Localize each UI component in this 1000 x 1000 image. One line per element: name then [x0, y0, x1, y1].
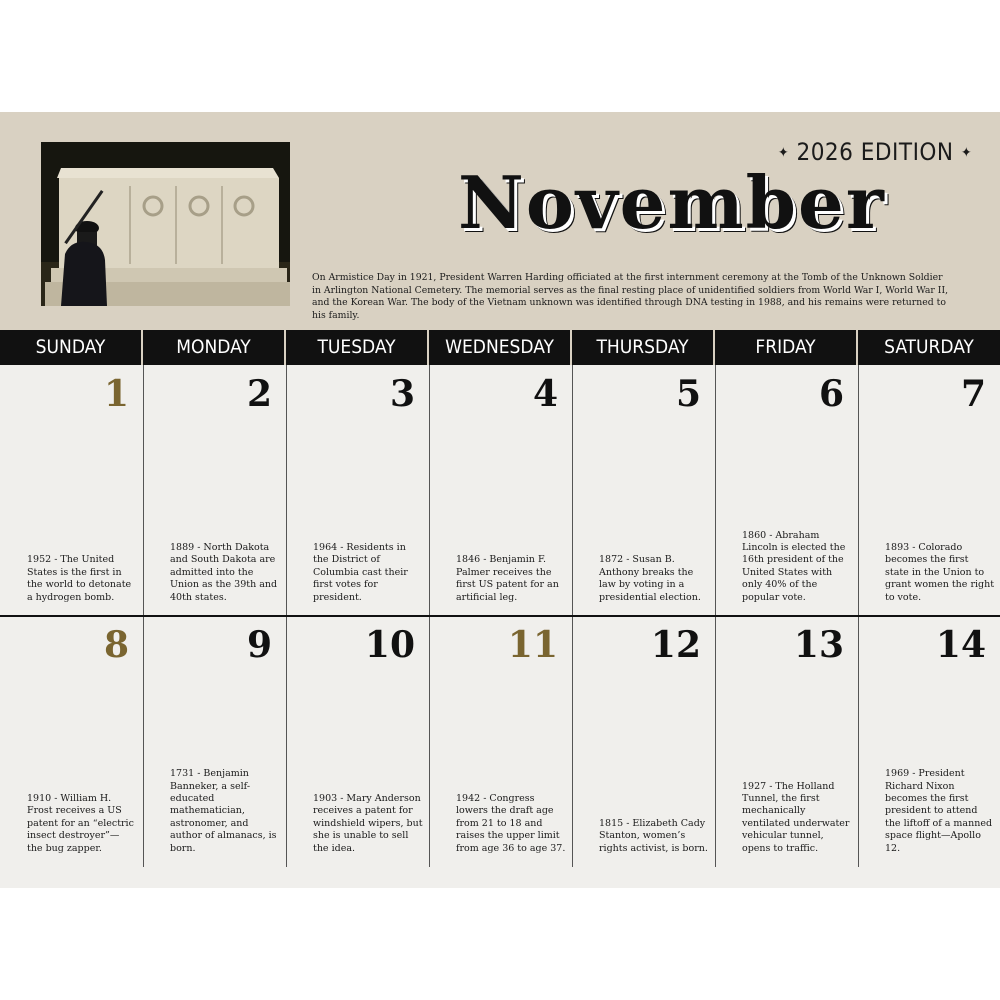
day-fact: 1893 - Colorado becomes the first state in the Union to grant women the right to vote. [885, 541, 995, 603]
week-divider [0, 615, 1000, 617]
arrow-right-icon: ✦ [960, 145, 972, 161]
day-number: 9 [246, 624, 272, 666]
day-fact: 1889 - North Dakota and South Dakota are admitted into the Union as the 39th and 40th states. [170, 541, 278, 603]
day-fact: 1969 - President Richard Nixon becomes the first president to attend the liftoff of a manned space flight—Apollo 12. [885, 768, 993, 854]
day-cell-2[interactable] [143, 365, 286, 616]
day-number: 5 [675, 373, 701, 415]
day-fact: 1731 - Benjamin Banneker, a self-educated mathematician, astronomer, and author of almanacs, is born. [170, 768, 277, 854]
day-cell-14[interactable] [858, 616, 1000, 867]
month-description: On Armistice Day in 1921, President Warren Harding officiated at the first internment ceremony at the Tomb of the Unknown Soldier in Arlington National Cemetery. The memorial serves as the final resting place of unidentified soldiers from World War I, World War II, and the Korean War. The body of the Vietnam unknown was identified through DNA testing in 1988, and his remains were returned to his family. [312, 272, 949, 321]
day-fact: 1927 - The Holland Tunnel, the first mechanically ventilated underwater vehicular tunnel, opens to traffic. [742, 780, 850, 854]
day-cell-11[interactable] [429, 616, 572, 867]
day-number: 8 [103, 624, 129, 666]
day-number: 2 [246, 373, 272, 415]
weekday-monday: MONDAY [143, 330, 286, 365]
day-number: 14 [935, 624, 986, 666]
day-cell-7[interactable] [858, 365, 1000, 616]
tomb-photo [41, 142, 290, 306]
day-number: 6 [818, 373, 844, 415]
day-fact: 1846 - Benjamin F. Palmer receives the first US patent for an artificial leg. [456, 554, 559, 603]
day-cell-4[interactable] [429, 365, 572, 616]
arrow-left-icon: ✦ [778, 145, 790, 161]
day-cell-5[interactable] [572, 365, 715, 616]
day-number: 12 [650, 624, 701, 666]
day-fact: 1815 - Elizabeth Cady Stanton, women’s rights activist, is born. [599, 817, 708, 854]
edition-text: 2026 EDITION [796, 138, 954, 166]
weekday-thursday: THURSDAY [572, 330, 715, 365]
day-number: 4 [532, 373, 558, 415]
day-fact: 1942 - Congress lowers the draft age from 21 to 18 and raises the upper limit from age 36 to age 37. [456, 792, 566, 854]
day-number: 1 [103, 373, 129, 415]
day-cell-10[interactable] [286, 616, 429, 867]
weekday-header-row [0, 330, 1000, 365]
calendar-page [0, 112, 1000, 888]
month-title: November [458, 160, 886, 245]
day-fact: 1872 - Susan B. Anthony breaks the law by voting in a presidential election. [599, 554, 701, 603]
day-cell-1[interactable] [0, 365, 143, 616]
day-fact: 1860 - Abraham Lincoln is elected the 16th president of the United States with only 40% of the popular vote. [742, 529, 846, 603]
tomb-of-unknown-soldier-icon [41, 142, 290, 306]
day-number: 7 [960, 373, 986, 415]
day-cell-3[interactable] [286, 365, 429, 616]
day-number: 10 [364, 624, 415, 666]
day-fact: 1910 - William H. Frost receives a US patent for an “electric insect destroyer”— the bug zapper. [27, 792, 134, 854]
day-number: 13 [793, 624, 844, 666]
day-cell-12[interactable] [572, 616, 715, 867]
day-cell-9[interactable] [143, 616, 286, 867]
calendar-grid [0, 365, 1000, 867]
weekday-saturday: SATURDAY [884, 336, 974, 358]
day-cell-6[interactable] [715, 365, 858, 616]
day-fact: 1952 - The United States is the first in the world to detonate a hydrogen bomb. [27, 554, 132, 603]
day-number: 3 [389, 373, 415, 415]
weekday-sunday: SUNDAY [0, 330, 143, 365]
calendar-header [0, 112, 1000, 330]
day-fact: 1903 - Mary Anderson receives a patent for windshield wipers, but she is unable to sell the idea. [313, 792, 423, 854]
weekday-friday: FRIDAY [715, 330, 858, 365]
day-cell-13[interactable] [715, 616, 858, 867]
day-cell-8[interactable] [0, 616, 143, 867]
weekday-tuesday: TUESDAY [286, 330, 429, 365]
weekday-wednesday: WEDNESDAY [429, 330, 572, 365]
day-number: 11 [507, 624, 558, 666]
day-fact: 1964 - Residents in the District of Columbia cast their first votes for president. [313, 541, 408, 603]
